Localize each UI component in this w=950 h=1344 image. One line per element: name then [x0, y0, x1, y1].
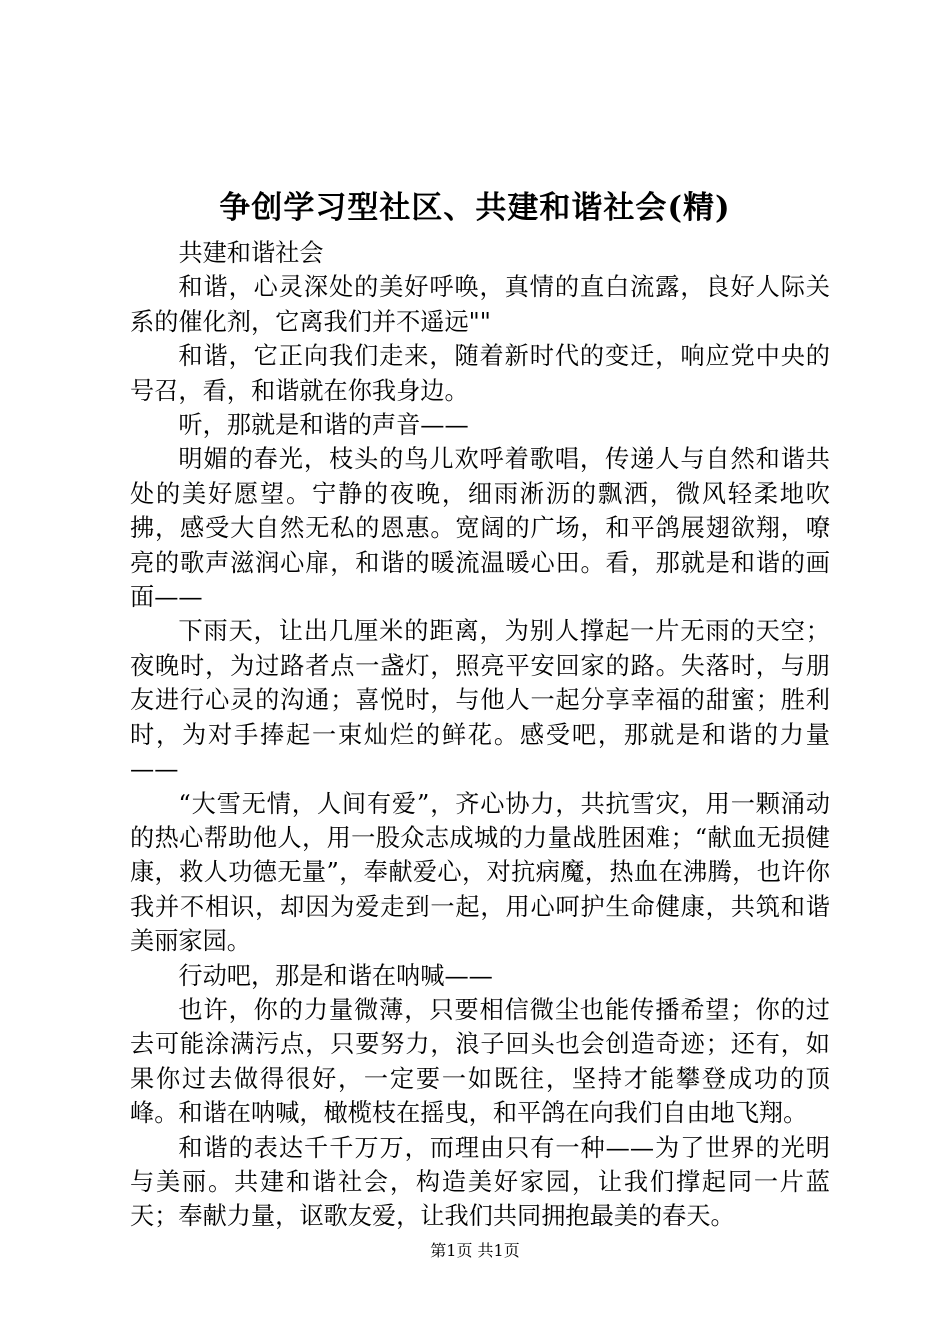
page-footer: 第1页 共1页: [430, 1241, 520, 1260]
paragraph: 和谐的表达千千万万，而理由只有一种——为了世界的光明与美丽。共建和谐社会，构造美好家园，让我们撑起同一片蓝天；奉献力量，讴歌友爱，让我们共同拥抱最美的春天。: [130, 1133, 830, 1231]
paragraph: 和谐，心灵深处的美好呼唤，真情的直白流露，良好人际关系的催化剂，它离我们并不遥远"": [130, 273, 830, 336]
paragraph: “大雪无情，人间有爱”，齐心协力，共抗雪灾，用一颗涌动的热心帮助他人，用一股众志成城的力量战胜困难；“献血无损健康，救人功德无量”，奉献爱心，对抗病魔，热血在沸腾，也许你我并不相识，却因为爱走到一起，用心呵护生命健康，共筑和谐美丽家园。: [130, 789, 830, 956]
paragraph: 和谐，它正向我们走来，随着新时代的变迁，响应党中央的号召，看，和谐就在你我身边。: [130, 342, 830, 405]
paragraph: 明媚的春光，枝头的鸟儿欢呼着歌唱，传递人与自然和谐共处的美好愿望。宁静的夜晚，细雨淅沥的飘洒，微风轻柔地吹拂，感受大自然无私的恩惠。宽阔的广场，和平鸽展翅欲翔，嘹亮的歌声滋润心扉，和谐的暖流温暖心田。看，那就是和谐的画面——: [130, 445, 830, 612]
paragraph: 共建和谐社会: [178, 239, 324, 267]
document-body: [130, 236, 830, 1234]
paragraph: 行动吧，那是和谐在呐喊——: [178, 961, 493, 990]
paragraph: 听，那就是和谐的声音——: [178, 411, 469, 440]
document-title: 争创学习型社区、共建和谐社会(精): [219, 190, 731, 226]
paragraph: 也许，你的力量微薄，只要相信微尘也能传播希望；你的过去可能涂满污点，只要努力，浪子回头也会创造奇迹；还有，如果你过去做得很好，一定要一如既往，坚持才能攀登成功的顶峰。和谐在呐喊，橄榄枝在摇曳，和平鸽在向我们自由地飞翔。: [130, 995, 830, 1128]
paragraph: 下雨天，让出几厘米的距离，为别人撑起一片无雨的天空；夜晚时，为过路者点一盏灯，照亮平安回家的路。失落时，与朋友进行心灵的沟通；喜悦时，与他人一起分享幸福的甜蜜；胜利时，为对手捧起一束灿烂的鲜花。感受吧，那就是和谐的力量——: [130, 617, 830, 784]
